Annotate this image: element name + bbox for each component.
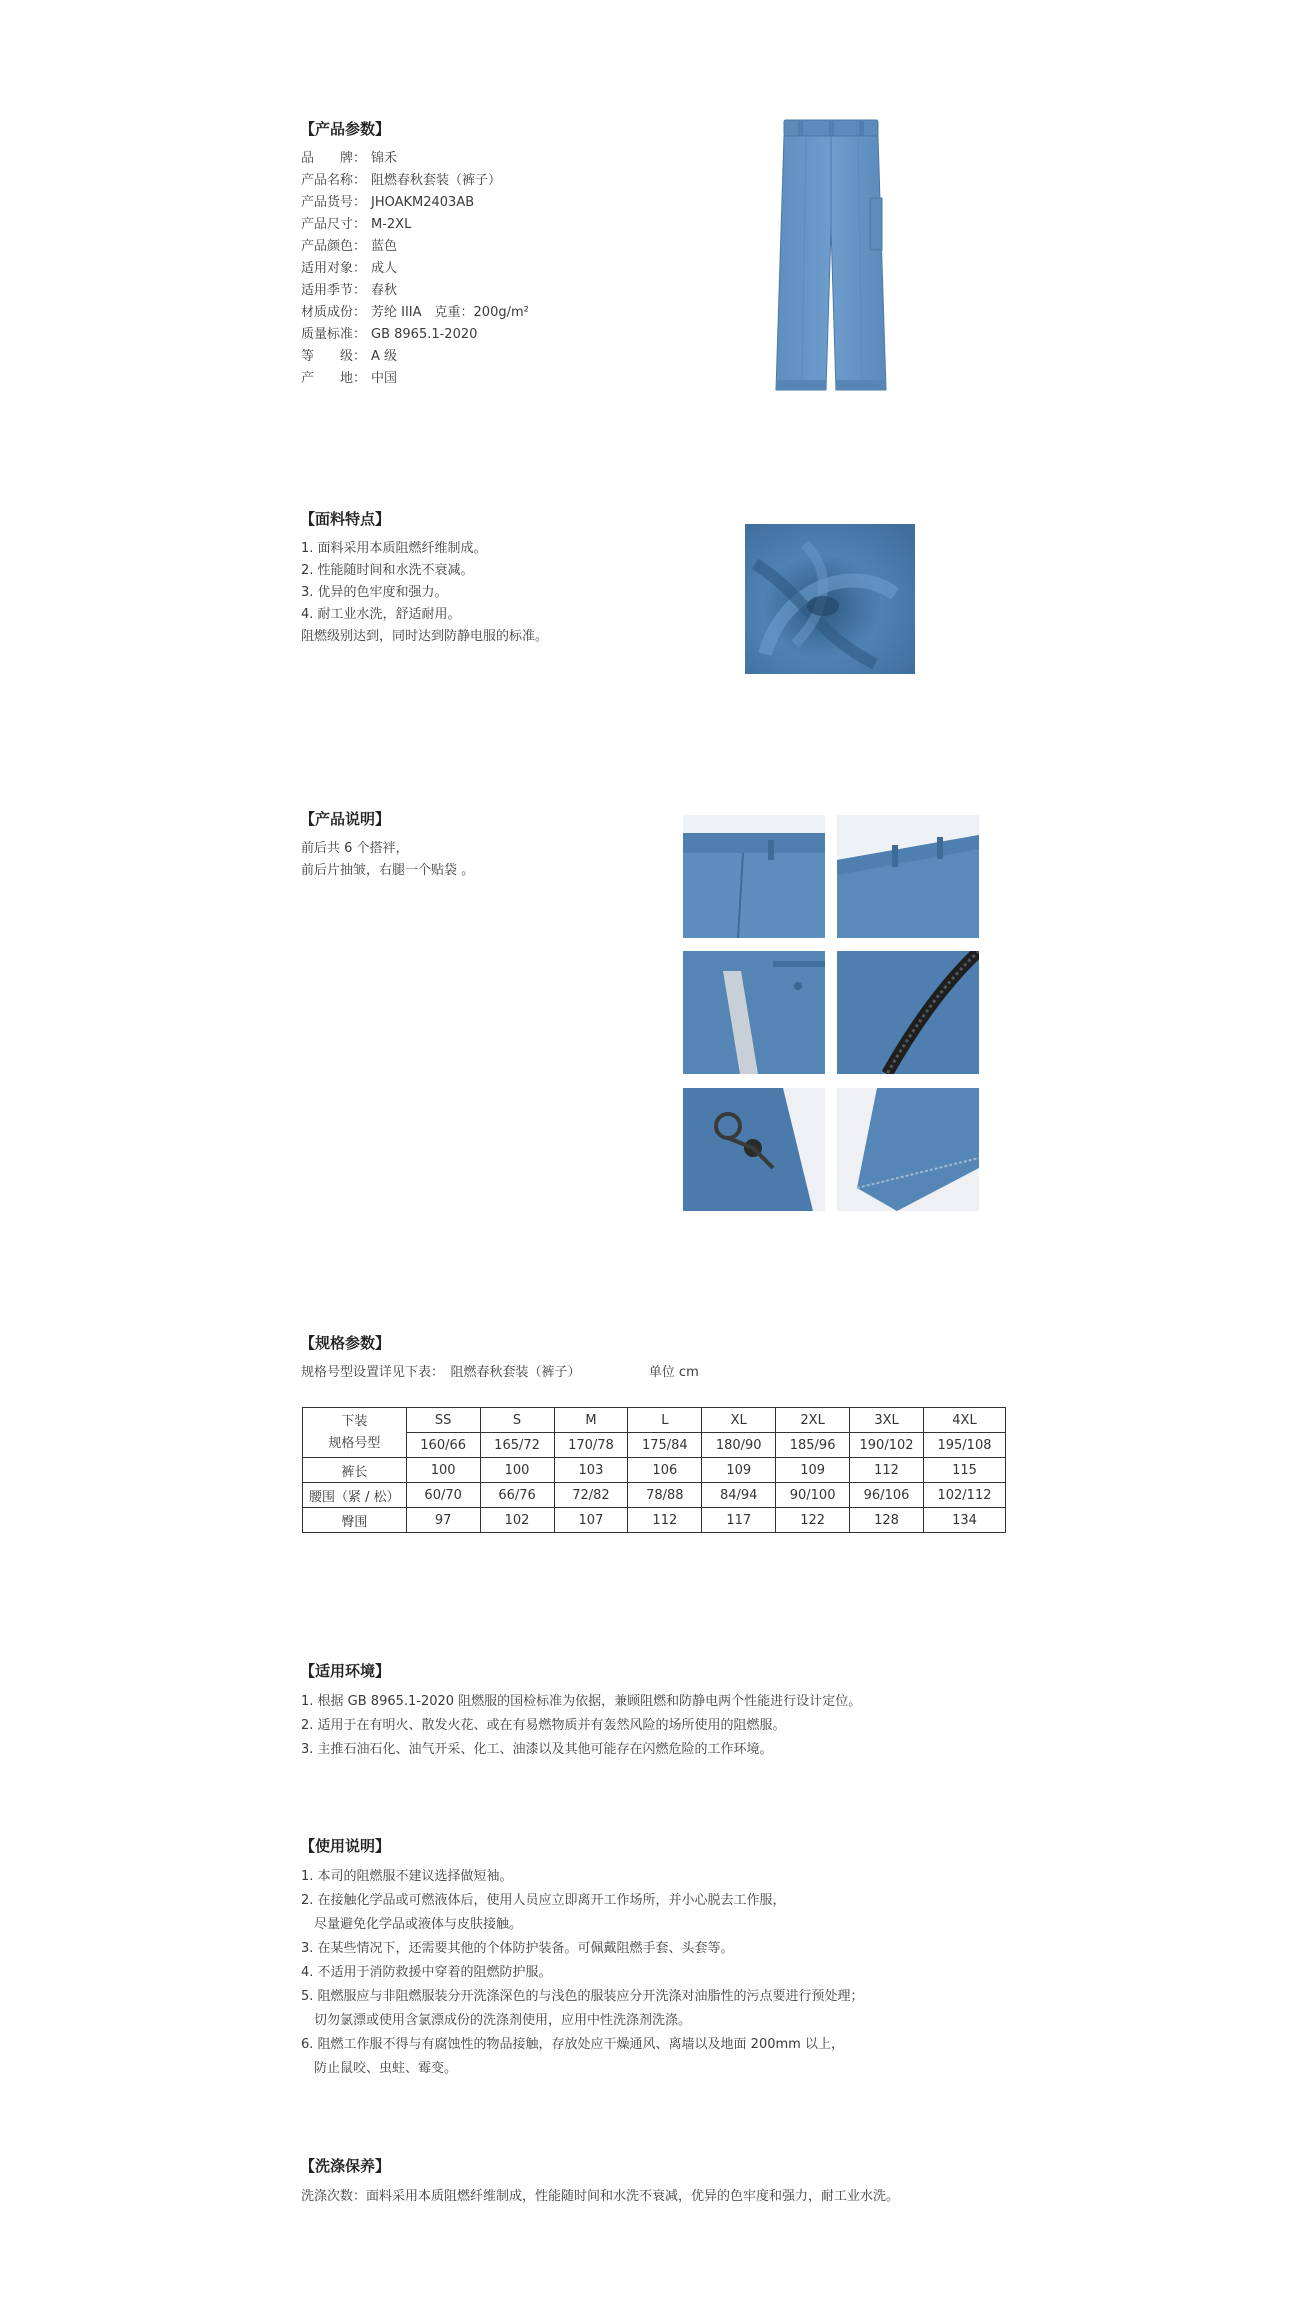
fabric-closeup-image [745,524,915,674]
env-title: 【适用环境】 [300,1662,391,1680]
desc-line: 前后片抽皱，右腿一个贴袋 。 [301,863,475,878]
fabric-line: 3. 优异的色牢度和强力。 [301,585,448,600]
spec-title: 【规格参数】 [300,1334,391,1352]
env-line: 2. 适用于在有明火、散发火花、或在有易燃物质并有轰然风险的场所使用的阻燃服。 [301,1718,786,1733]
table-cell: 109 [776,1458,850,1483]
param-row-target: 适用对象： 成人 [301,261,398,276]
usage-line: 1. 本司的阻燃服不建议选择做短袖。 [301,1869,513,1884]
detail-hem-cuff-image [837,1088,979,1211]
param-row-standard: 质量标准： GB 8965.1-2020 [301,327,478,342]
size-header-row [303,1408,1006,1433]
size-code: 180/90 [702,1433,776,1458]
param-row-color: 产品颜色： 蓝色 [301,239,398,254]
usage-line: 5. 阻燃服应与非阻燃服装分开洗涤深色的与浅色的服装应分开洗涤对油脂性的污点要进行预处理； [301,1989,864,2004]
table-cell: 66/76 [480,1483,554,1508]
desc-list [301,838,474,882]
size-label: M [554,1408,628,1433]
size-code: 165/72 [480,1433,554,1458]
table-cell: 109 [702,1458,776,1483]
usage-title: 【使用说明】 [300,1837,391,1855]
detail-waist-side-image [837,815,979,938]
detail-hem-drawstring-image [683,1088,825,1211]
fabric-line: 1. 面料采用本质阻燃纤维制成。 [301,541,487,556]
size-code: 185/96 [776,1433,850,1458]
table-cell: 90/100 [776,1483,850,1508]
table-cell: 84/94 [702,1483,776,1508]
table-cell: 112 [628,1508,702,1533]
param-row-size: 产品尺寸： M-2XL [301,217,412,232]
desc-line: 前后共 6 个搭袢， [301,841,409,856]
env-line: 1. 根据 GB 8965.1-2020 阻燃服的国检标准为依据，兼顾阻燃和防静电两个性能进行设计定位。 [301,1694,862,1709]
care-title: 【洗涤保养】 [300,2157,391,2175]
fabric-title: 【面料特点】 [300,510,391,528]
table-cell: 100 [406,1458,480,1483]
param-row-season: 适用季节： 春秋 [301,283,398,298]
usage-line: 2. 在接触化学品或可燃液体后，使用人员应立即离开工作场所，并小心脱去工作服， [301,1893,786,1908]
table-cell: 100 [480,1458,554,1483]
param-row-brand: 品 牌： 锦禾 [301,151,398,166]
size-code-row [303,1433,1006,1458]
pants-product-image [770,118,892,394]
param-row-sku: 产品货号： JHOAKM2403AB [301,195,475,210]
detail-reflective-pocket-image [683,951,825,1074]
detail-zipper-image [837,951,979,1074]
usage-list [301,1865,864,2081]
row-label: 臀围 [303,1508,407,1533]
size-label: S [480,1408,554,1433]
table-cell: 122 [776,1508,850,1533]
size-label: 2XL [776,1408,850,1433]
param-row-material: 材质成份： 芳纶 IIIA 克重：200g/m² [301,305,529,320]
size-label: SS [406,1408,480,1433]
param-row-origin: 产 地： 中国 [301,371,398,386]
env-list [301,1690,861,1762]
params-list [301,148,529,390]
row-label: 裤长 [303,1458,407,1483]
env-line: 3. 主推石油石化、油气开采、化工、油漆以及其他可能存在闪燃危险的工作环境。 [301,1742,773,1757]
table-cell: 106 [628,1458,702,1483]
size-code: 190/102 [850,1433,924,1458]
size-label: L [628,1408,702,1433]
detail-waist-front-image [683,815,825,938]
table-cell: 134 [923,1508,1005,1533]
table-cell: 128 [850,1508,924,1533]
size-corner-cell: 下装 规格号型 [303,1408,407,1458]
usage-line: 切勿氯漂或使用含氯漂成份的洗涤剂使用，应用中性洗涤剂洗涤。 [301,2013,692,2028]
table-row [303,1458,1006,1483]
table-cell: 112 [850,1458,924,1483]
care-text: 洗涤次数：面料采用本质阻燃纤维制成，性能随时间和水洗不衰减，优异的色牢度和强力，耐工业水洗。 [301,2189,900,2204]
size-code: 195/108 [923,1433,1005,1458]
param-row-name: 产品名称： 阻燃春秋套装（裤子） [301,173,502,188]
table-cell: 103 [554,1458,628,1483]
spec-subtitle-text: 规格号型设置详见下表： 阻燃春秋套装（裤子） [301,1365,581,1380]
row-label: 腰围（紧 / 松） [303,1483,407,1508]
desc-title: 【产品说明】 [300,810,391,828]
table-row [303,1483,1006,1508]
table-cell: 97 [406,1508,480,1533]
size-label: 3XL [850,1408,924,1433]
spec-subtitle [301,1362,699,1384]
fabric-line: 阻燃级别达到，同时达到防静电服的标准。 [301,629,549,644]
table-cell: 60/70 [406,1483,480,1508]
params-title: 【产品参数】 [300,120,391,138]
param-row-grade: 等 级： A 级 [301,349,398,364]
table-cell: 96/106 [850,1483,924,1508]
usage-line: 尽量避免化学品或液体与皮肤接触。 [301,1917,523,1932]
table-cell: 117 [702,1508,776,1533]
spec-unit: 单位 cm [648,1365,699,1380]
table-cell: 107 [554,1508,628,1533]
size-label: 4XL [923,1408,1005,1433]
size-label: XL [702,1408,776,1433]
fabric-list [301,538,548,648]
table-cell: 72/82 [554,1483,628,1508]
table-cell: 102/112 [923,1483,1005,1508]
table-cell: 115 [923,1458,1005,1483]
size-code: 160/66 [406,1433,480,1458]
fabric-line: 4. 耐工业水洗，舒适耐用。 [301,607,461,622]
fabric-line: 2. 性能随时间和水洗不衰减。 [301,563,474,578]
usage-line: 6. 阻燃工作服不得与有腐蚀性的物品接触，存放处应干燥通风、离墙以及地面 200mm 以上， [301,2037,844,2052]
size-table [302,1407,1006,1533]
table-row [303,1508,1006,1533]
usage-line: 3. 在某些情况下，还需要其他的个体防护装备。可佩戴阻燃手套、头套等。 [301,1941,734,1956]
size-code: 170/78 [554,1433,628,1458]
usage-line: 防止鼠咬、虫蛀、霉变。 [301,2061,458,2076]
table-cell: 102 [480,1508,554,1533]
usage-line: 4. 不适用于消防救援中穿着的阻燃防护服。 [301,1965,552,1980]
size-code: 175/84 [628,1433,702,1458]
table-cell: 78/88 [628,1483,702,1508]
